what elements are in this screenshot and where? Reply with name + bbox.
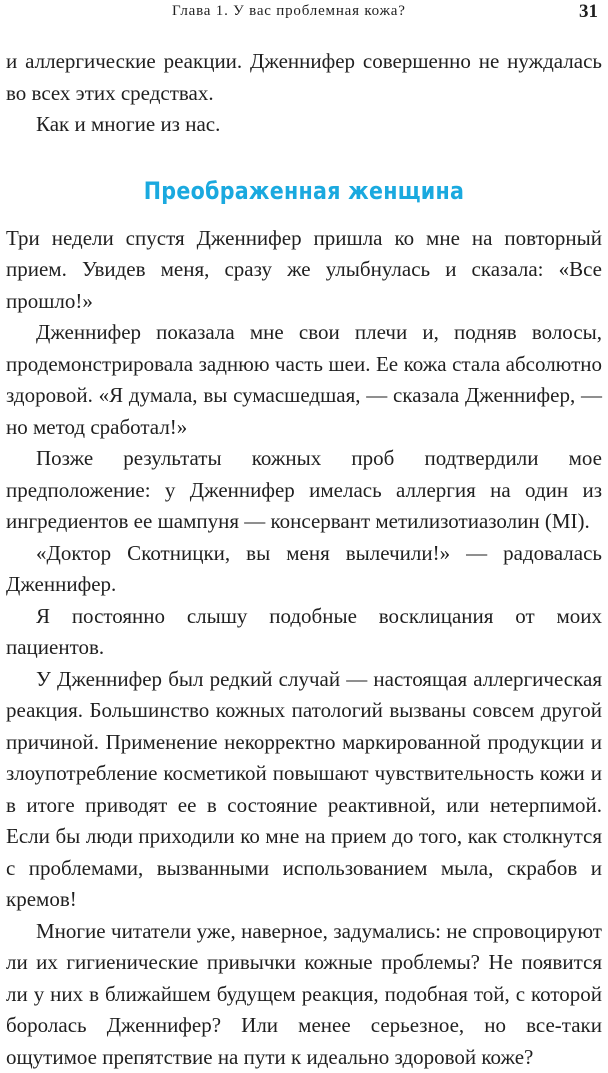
paragraph: Дженнифер показала мне свои плечи и, подняв волосы, продемонстрировала заднюю часть шеи. Ее кожа стала абсолютно здоровой. «Я думала, вы сумасшедшая, — сказала Дженнифер, — но метод сработал!»	[6, 317, 602, 443]
paragraph-continuation: и аллергические реакции. Дженнифер совершенно не нуждалась во всех этих средствах.	[6, 46, 602, 109]
section-heading: Преображенная женщина	[48, 176, 561, 206]
paragraph: Позже результаты кожных проб подтвердили мое предположение: у Дженнифер имелась аллергия на один из ингредиентов ее шампуня — консервант метилизотиазолин (MI).	[6, 443, 602, 538]
paragraph: Многие читатели уже, наверное, задумались: не спровоцируют ли их гигиенические привычки кожные проблемы? Не появится ли у них в ближайшем будущем реакция, подобная той, с которой боролась Дженнифер? Или менее серьезное, но все-таки ощутимое препятствие на пути к идеально здоровой коже?	[6, 916, 602, 1073]
page-body	[6, 46, 602, 1073]
paragraph: Три недели спустя Дженнифер пришла ко мне на повторный прием. Увидев меня, сразу же улыбнулась и сказала: «Все прошло!»	[6, 223, 602, 318]
paragraph: Как и многие из нас.	[6, 109, 602, 141]
page-number: 31	[579, 1, 598, 23]
paragraph: У Дженнифер был редкий случай — настоящая аллергическая реакция. Большинство кожных патологий вызваны совсем другой причиной. Применение некорректно маркированной продукции и злоупотребление косметикой повышают чувствительность кожи и в итоге приводят ее в состояние реактивной, или нетерпимой. Если бы люди приходили ко мне на прием до того, как столкнутся с проблемами, вызванными использованием мыла, скрабов и кремов!	[6, 664, 602, 916]
paragraph: Я постоянно слышу подобные восклицания от моих пациентов.	[6, 601, 602, 664]
paragraph: «Доктор Скотницки, вы меня вылечили!» — радовалась Дженнифер.	[6, 538, 602, 601]
running-header	[0, 3, 608, 25]
running-title: Глава 1. У вас проблемная кожа?	[172, 3, 406, 20]
